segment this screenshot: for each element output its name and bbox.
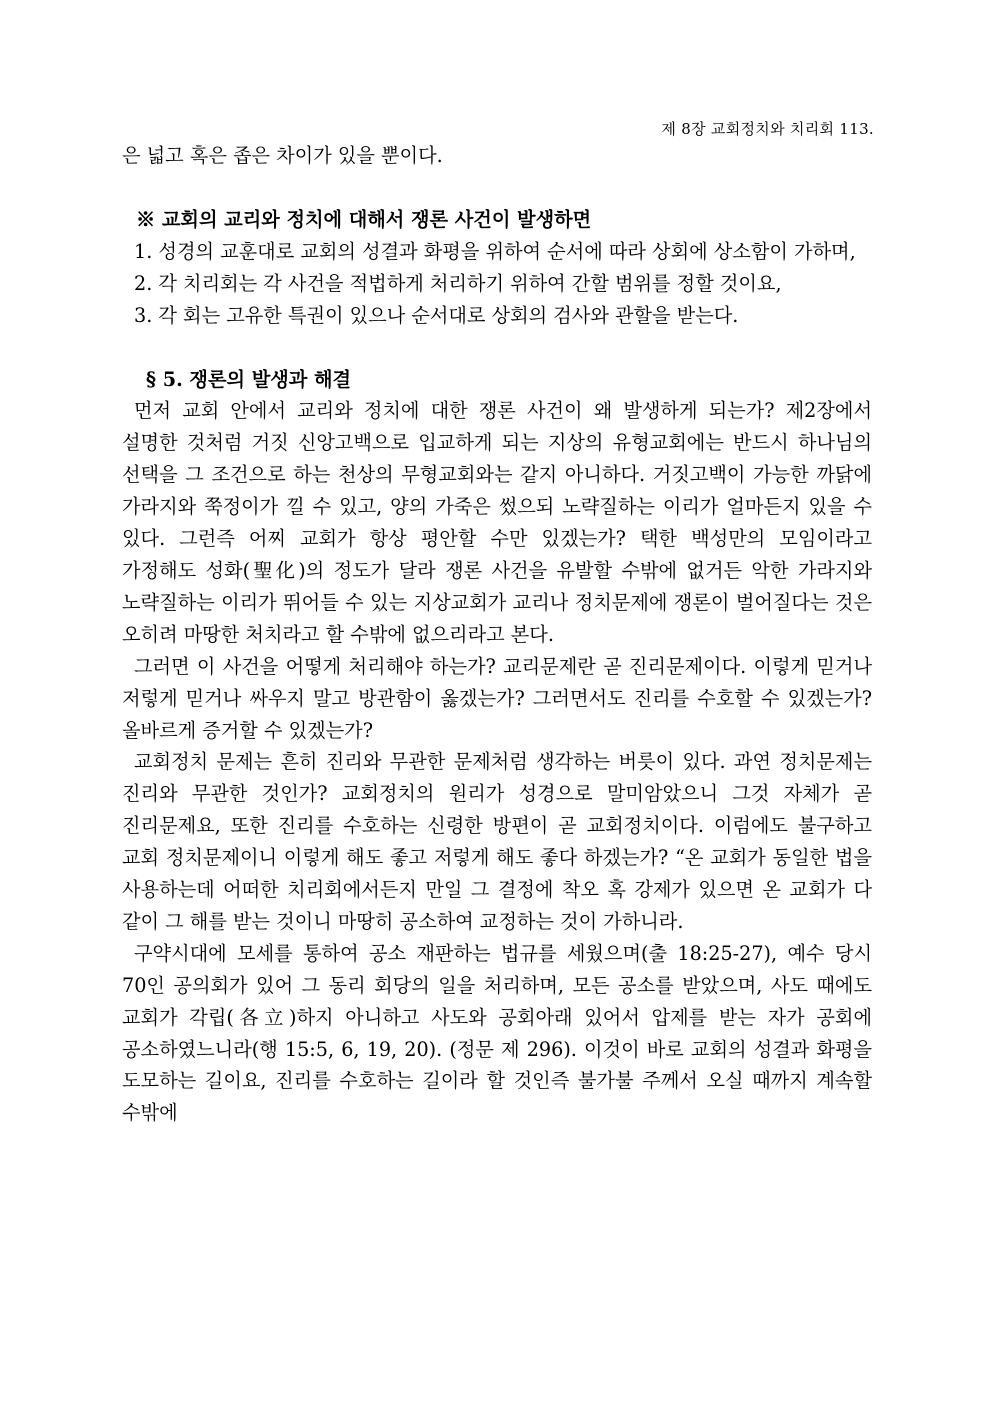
running-header: 제 8장 교회정치와 치리회 113.: [661, 120, 874, 138]
body-text: [122, 140, 872, 1129]
notice-item-2: 2. 각 치리회는 각 사건을 적법하게 처리하기 위하여 간할 범위를 정할 것이요,: [134, 271, 782, 295]
opening-line: 은 넓고 혹은 좁은 차이가 있을 뿐이다.: [122, 144, 443, 167]
paragraph-4: 구약시대에 모세를 통하여 공소 재판하는 법규를 세웠으며(출 18:25-27), 예수 당시 70인 공의회가 있어 그 동리 회당의 일을 처리하며, 모든 공소를 받았으며, 사도 때에도 교회가 각립(各立)하지 아니하고 사도와 공회아래 있어서 압제를 받는 자가 공회에 공소하였느니라(행 15:5, 6, 19, 20). (정문 제 296). 이것이 바로 교회의 성결과 화평을 도모하는 길이요, 진리를 수호하는 길이라 할 것인즉 불가불 주께서 오실 때까지 계속할 수밖에: [122, 941, 872, 1125]
paragraph-2: 그러면 이 사건을 어떻게 처리해야 하는가? 교리문제란 곧 진리문제이다. 이렇게 믿거나 저렇게 믿거나 싸우지 말고 방관함이 옳겠는가? 그러면서도 진리를 수호할 수 있겠는가? 올바르게 증거할 수 있겠는가?: [122, 654, 872, 742]
notice-heading: ※ 교회의 교리와 정치에 대해서 쟁론 사건이 발생하면: [136, 207, 592, 231]
section-heading: § 5. 쟁론의 발생과 해결: [146, 367, 352, 391]
notice-item-3: 3. 각 회는 고유한 특권이 있으나 순서대로 상회의 검사와 관할을 받는다.: [134, 303, 739, 327]
paragraph-3: 교회정치 문제는 흔히 진리와 무관한 문제처럼 생각하는 버릇이 있다. 과연 정치문제는 진리와 무관한 것인가? 교회정치의 원리가 성경으로 말미암았으니 그것 자체가 곧 진리문제요, 또한 진리를 수호하는 신령한 방편이 곧 교회정치이다. 이럼에도 불구하고 교회 정치문제이니 이렇게 해도 좋고 저렇게 해도 좋다 하겠는가? “온 교회가 동일한 법을 사용하는데 어떠한 치리회에서든지 만일 그 결정에 착오 혹 강제가 있으면 온 교회가 다 같이 그 해를 받는 것이니 마땅히 공소하여 교정하는 것이 가하니라.: [122, 750, 872, 933]
notice-item-1: 1. 성경의 교훈대로 교회의 성결과 화평을 위하여 순서에 따라 상회에 상소함이 가하며,: [134, 239, 856, 263]
paragraph-1: 먼저 교회 안에서 교리와 정치에 대한 쟁론 사건이 왜 발생하게 되는가? 제2장에서 설명한 것처럼 거짓 신앙고백으로 입교하게 되는 지상의 유형교회에는 반드시 하나님의 선택을 그 조건으로 하는 천상의 무형교회와는 같지 아니하다. 거짓고백이 가능한 까닭에 가라지와 쭉정이가 낄 수 있고, 양의 가죽은 썼으되 노략질하는 이리가 얼마든지 있을 수 있다. 그런즉 어찌 교회가 항상 평안할 수만 있겠는가? 택한 백성만의 모임이라고 가정해도 성화(聖化)의 정도가 달라 쟁론 사건을 유발할 수밖에 없거든 악한 가라지와 노략질하는 이리가 뛰어들 수 있는 지상교회가 교리나 정치문제에 쟁론이 벌어질다는 것은 오히려 마땅한 처치라고 할 수밖에 없으리라고 본다.: [122, 399, 872, 646]
